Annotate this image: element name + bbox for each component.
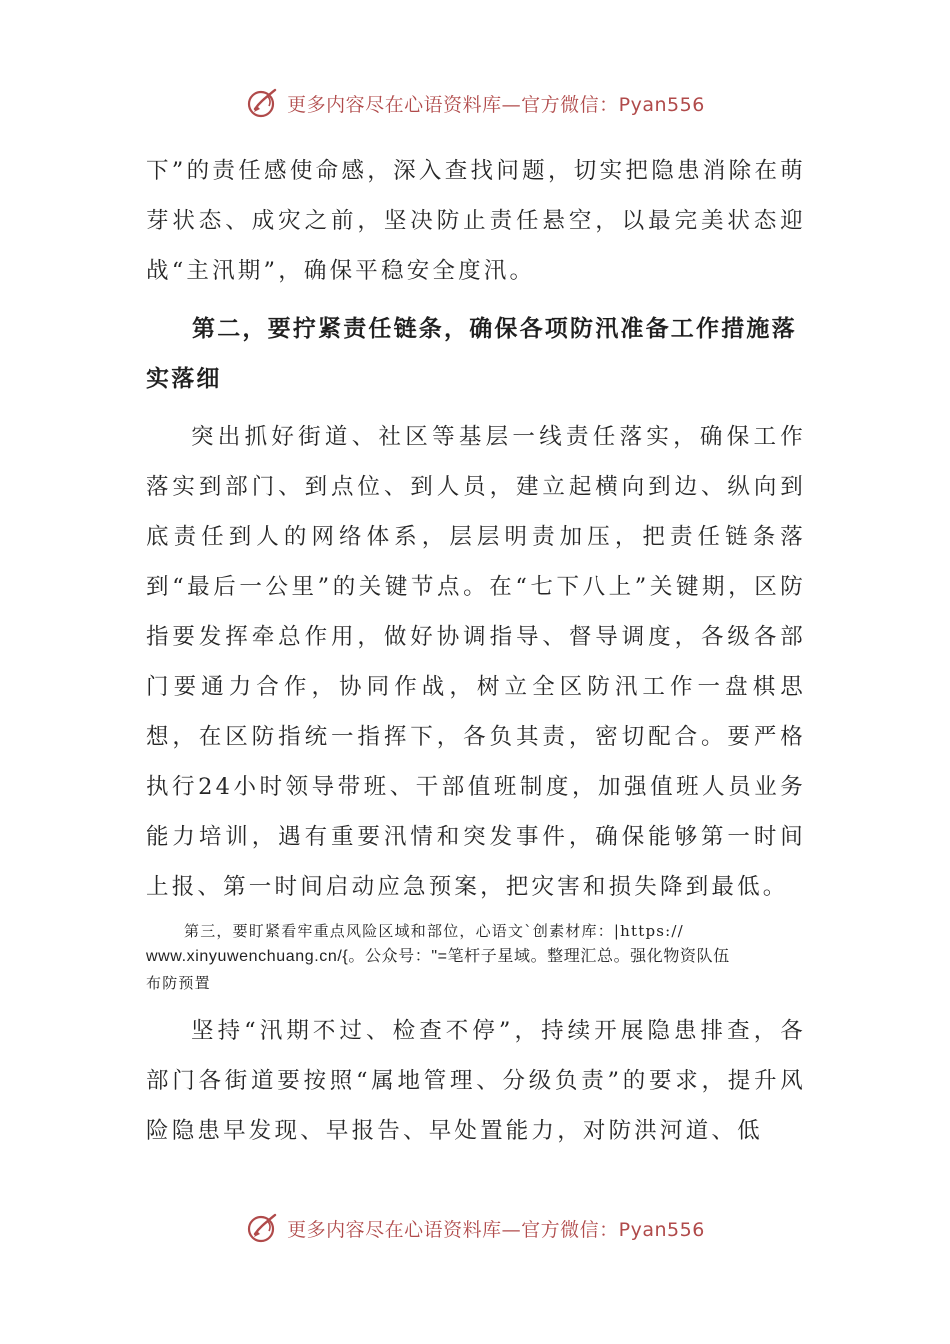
paragraph-2: 突出抓好街道、社区等基层一线责任落实，确保工作落实到部门、到点位、到人员，建立起横向到边、纵向到底责任到人的网络体系，层层明责加压，把责任链条落到“最后一公里”的关键节点。在“七下八上”关键期，区防指要发挥牵总作用，做好协调指导、督导调度，各级各部门要通力合作，协同作战，树立全区防汛工作一盘棋思想，在区防指统一指挥下，各负其责，密切配合。要严格执行24小时领导带班、干部值班制度，加强值班人员业务能力培训，遇有重要汛情和突发事件，确保能够第一时间上报、第一时间启动应急预案，把灾害和损失降到最低。 [146, 424, 806, 900]
banner-text: 更多内容尽在心语资料库—官方微信：Pyan556 [287, 1218, 705, 1241]
wechat-id: Pyan556 [618, 93, 705, 116]
header-banner [0, 83, 950, 123]
paragraph-1: 下”的责任感使命感，深入查找问题，切实把隐患消除在萌芽状态、成灾之前，坚决防止责任悬空，以最完美状态迎战“主汛期”，确保平稳安全度汛。 [146, 158, 806, 284]
document-body [146, 146, 806, 1156]
section-heading-2: 第二，要拧紧责任链条，确保各项防汛准备工作措施落实落细 [146, 316, 797, 392]
pen-logo-icon [245, 1210, 281, 1246]
banner-text: 更多内容尽在心语资料库—官方微信：Pyan556 [287, 93, 705, 116]
pen-logo-icon [245, 85, 281, 121]
note-line-1: 第三，要盯紧看牢重点风险区域和部位，心语文`创素材库：|https:// [184, 922, 684, 940]
footer-banner [0, 1208, 950, 1248]
section-3-note [146, 918, 806, 996]
note-line-3: 布防预置 [146, 974, 211, 992]
note-line-2: www.xinyuwenchuang.cn/{。公众号："=笔杆子星域。整理汇总。强化物资队伍 [146, 948, 730, 965]
paragraph-3: 坚持“汛期不过、检查不停”，持续开展隐患排查，各部门各街道要按照“属地管理、分级负责”的要求，提升风险隐患早发现、早报告、早处置能力，对防洪河道、低 [146, 1018, 806, 1144]
wechat-id: Pyan556 [618, 1218, 705, 1241]
